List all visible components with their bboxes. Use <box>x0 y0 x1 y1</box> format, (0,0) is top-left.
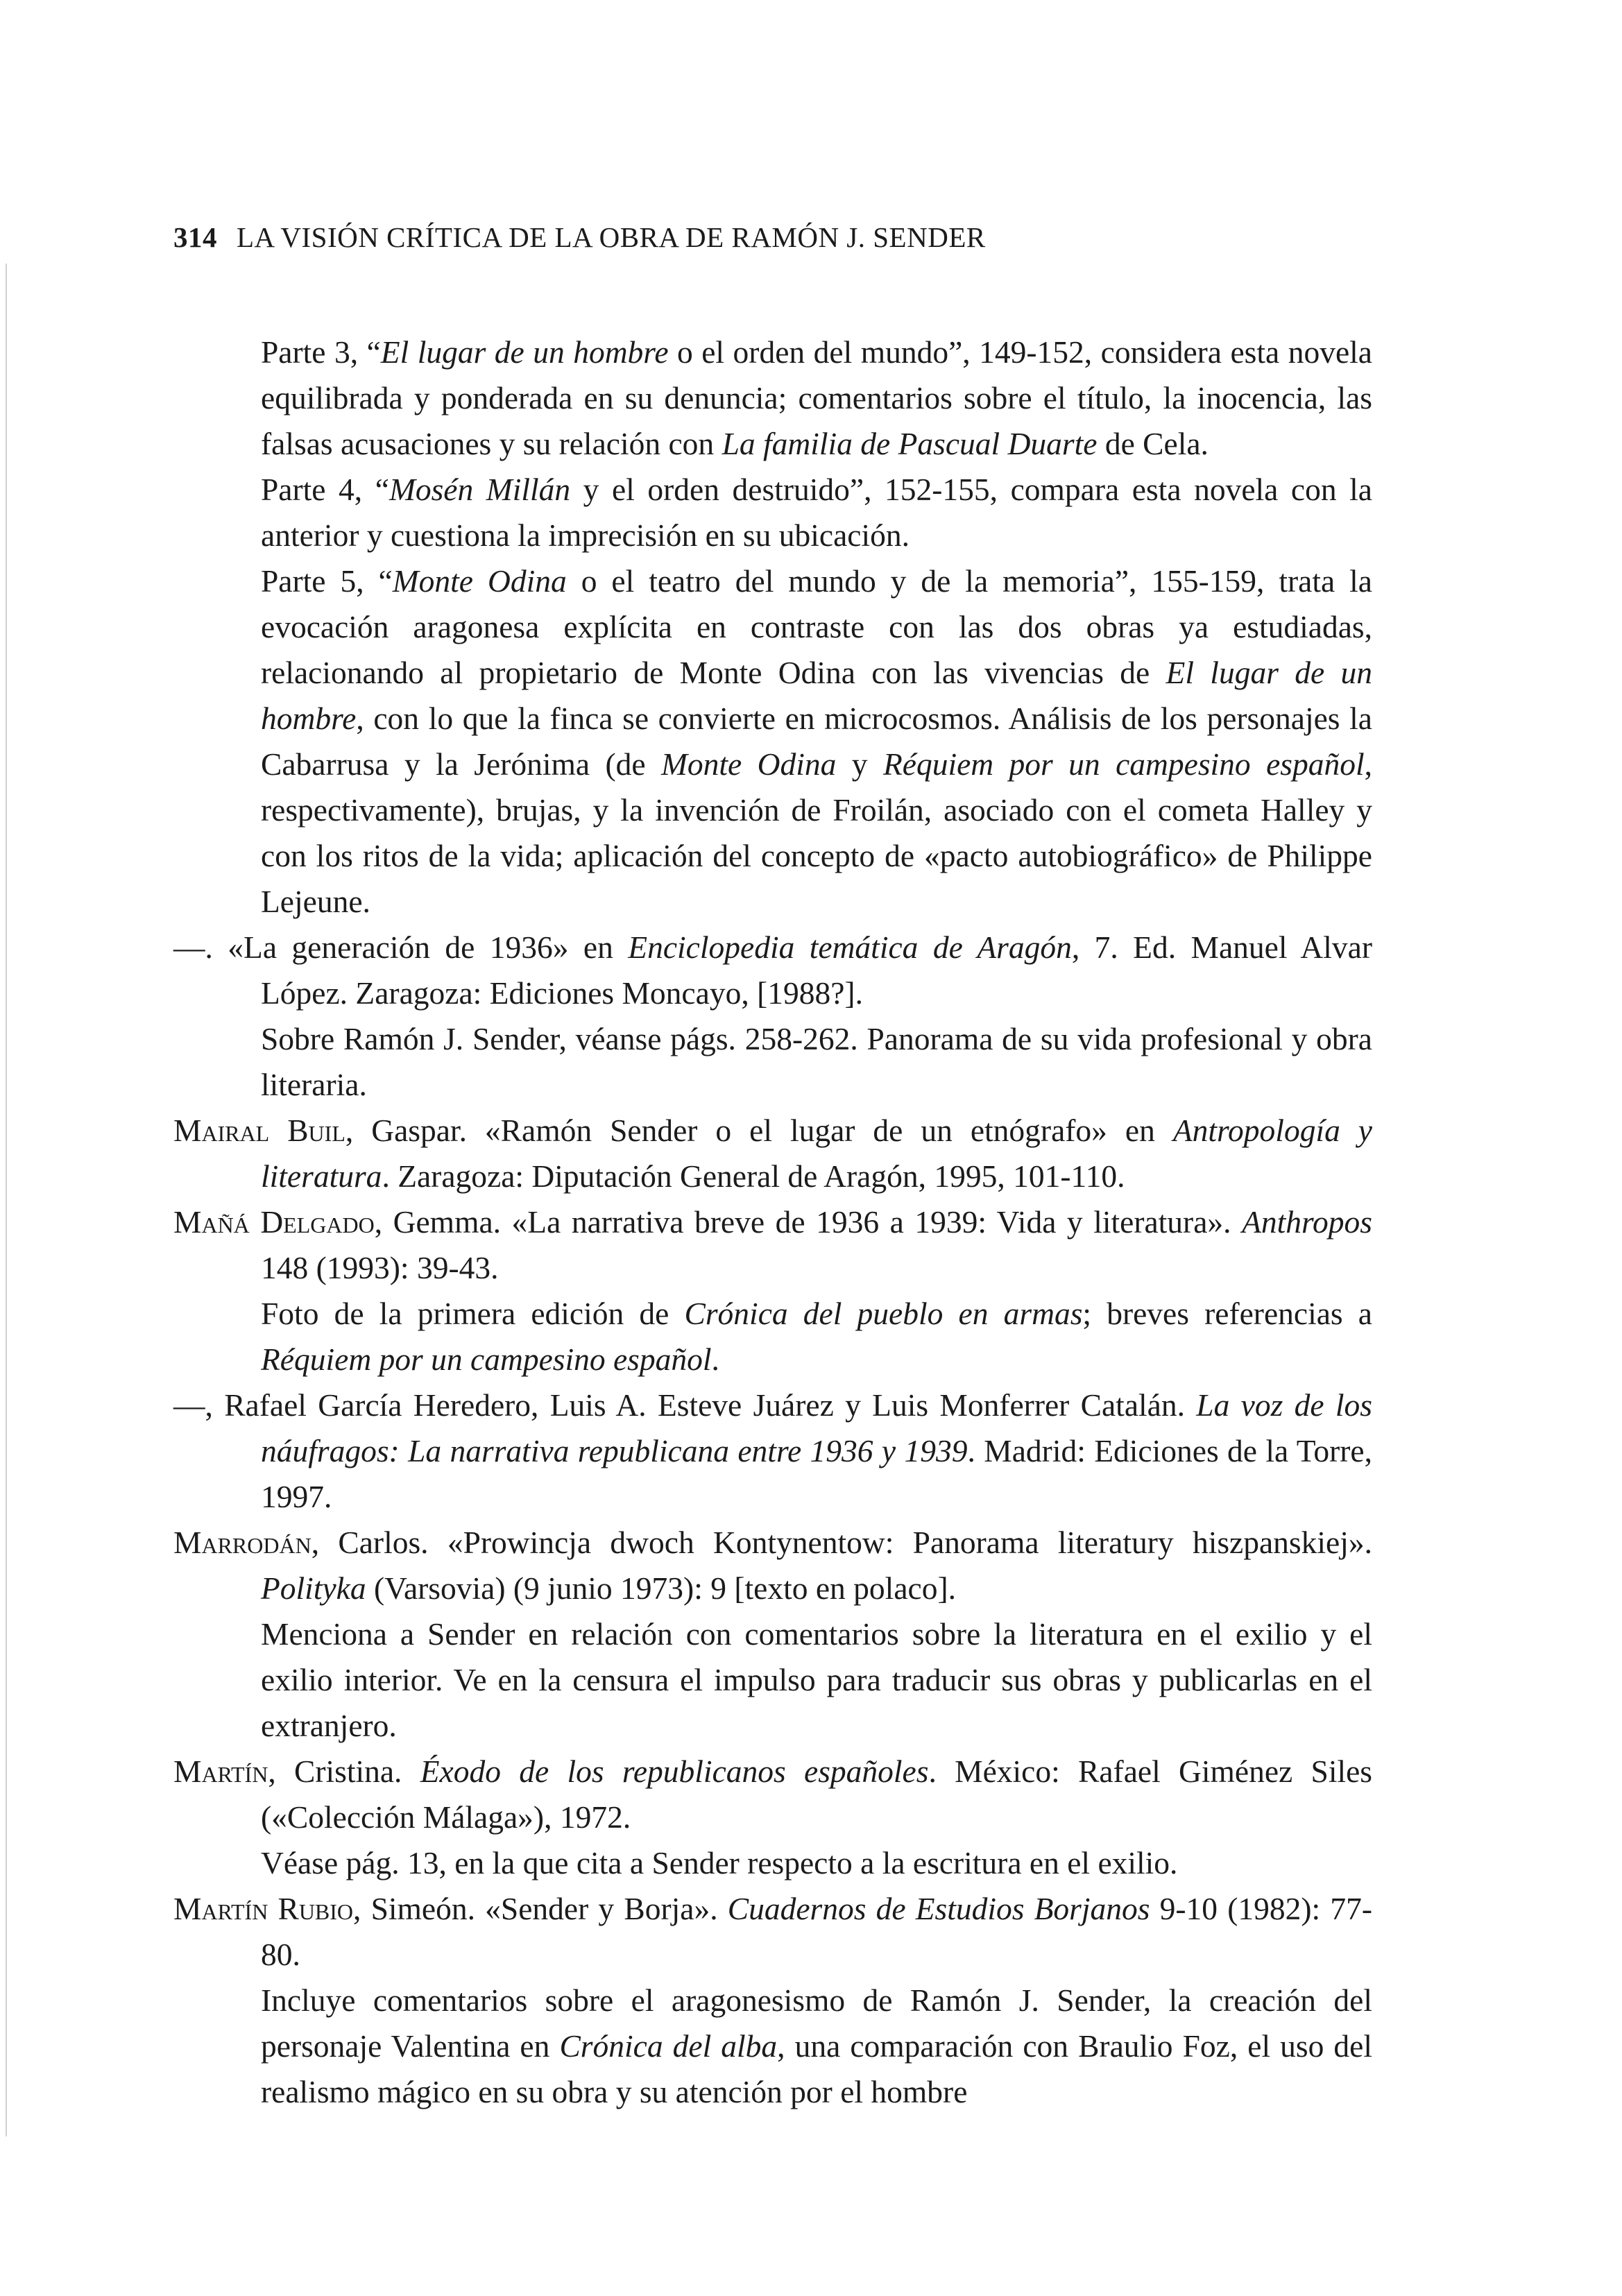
entry-annotation: Véase pág. 13, en la que cita a Sender respecto a la escritura en el exilio. <box>261 1845 1178 1881</box>
author-surname: Mairal Buil <box>173 1113 345 1148</box>
author-surname: Martín <box>173 1754 268 1789</box>
page-number: 314 <box>173 221 217 253</box>
bibliography-entry: Martín, Cristina. Éxodo de los republicanos españoles. México: Rafael Giménez Siles («Colección Málaga»), 1972. <box>173 1754 1373 1835</box>
bibliography-entry: Mairal Buil, Gaspar. «Ramón Sender o el lugar de un etnógrafo» en Antropología y literatura. Zaragoza: Diputación General de Aragón, 1995, 101-110. <box>173 1113 1373 1194</box>
page-edge <box>6 264 7 2136</box>
entry-annotation: Foto de la primera edición de Crónica del pueblo en armas; breves referencias a Réquiem por un campesino español. <box>261 1296 1372 1377</box>
running-title: LA VISIÓN CRÍTICA DE LA OBRA DE RAMÓN J. SENDER <box>237 221 986 253</box>
annotation-paragraph: Parte 3, “El lugar de un hombre o el orden del mundo”, 149-152, considera esta novela equilibrada y ponderada en su denuncia; comentarios sobre el título, la inocencia, las falsas acusaciones y su relación con La familia de Pascual Duarte de Cela. <box>261 334 1372 461</box>
author-surname: Mañá Delgado <box>173 1204 375 1240</box>
entry-annotation: Incluye comentarios sobre el aragonesismo de Ramón J. Sender, la creación del personaje Valentina en Crónica del alba, una comparación con Braulio Foz, el uso del realismo mágico en su obra y su atención por el hombre <box>261 1982 1372 2109</box>
bibliography-entry: Martín Rubio, Simeón. «Sender y Borja». Cuadernos de Estudios Borjanos 9-10 (1982): 77-80. <box>173 1891 1372 1972</box>
author-surname: Marrodán <box>173 1525 311 1560</box>
bibliography-entry: Marrodán, Carlos. «Prowincja dwoch Kontynentow: Panorama literatury hiszpanskiej». Polityka (Varsovia) (9 junio 1973): 9 [texto en polaco]. <box>173 1525 1372 1606</box>
bibliography-entry: —, Rafael García Heredero, Luis A. Esteve Juárez y Luis Monferrer Catalán. La voz de los náufragos: La narrativa republicana entre 1936 y 1939. Madrid: Ediciones de la Torre, 1997. <box>173 1387 1373 1514</box>
author-surname: Martín Rubio <box>173 1891 354 1926</box>
annotation-paragraph: Parte 5, “Monte Odina o el teatro del mundo y de la memoria”, 155-159, trata la evocación aragonesa explícita en contraste con las dos obras ya estudiadas, relacionando al propietario de Monte Odina con las vivencias de El lugar de un hombre, con lo que la finca se convierte en microcosmos. Análisis de los personajes la Cabarrusa y la Jerónima (de Monte Odina y Réquiem por un campesino español, respectivamente), brujas, y la invención de Froilán, asociado con el cometa Halley y con los ritos de la vida; aplicación del concepto de «pacto autobiográfico» de Philippe Lejeune. <box>261 563 1372 919</box>
annotation-paragraph: Parte 4, “Mosén Millán y el orden destruido”, 152-155, compara esta novela con la anterior y cuestiona la imprecisión en su ubicación. <box>261 472 1372 553</box>
bibliography-body <box>173 329 1372 2115</box>
entry-annotation: Sobre Ramón J. Sender, véanse págs. 258-262. Panorama de su vida profesional y obra literaria. <box>261 1021 1372 1102</box>
bibliography-entry: —. «La generación de 1936» en Enciclopedia temática de Aragón, 7. Ed. Manuel Alvar López. Zaragoza: Ediciones Moncayo, [1988?]. <box>173 929 1372 1011</box>
entry-annotation: Menciona a Sender en relación con comentarios sobre la literatura en el exilio y el exilio interior. Ve en la censura el impulso para traducir sus obras y publicarlas en el extranjero. <box>261 1616 1372 1743</box>
bibliography-entry: Mañá Delgado, Gemma. «La narrativa breve de 1936 a 1939: Vida y literatura». Anthropos 148 (1993): 39-43. <box>173 1204 1372 1285</box>
running-header <box>173 221 986 254</box>
